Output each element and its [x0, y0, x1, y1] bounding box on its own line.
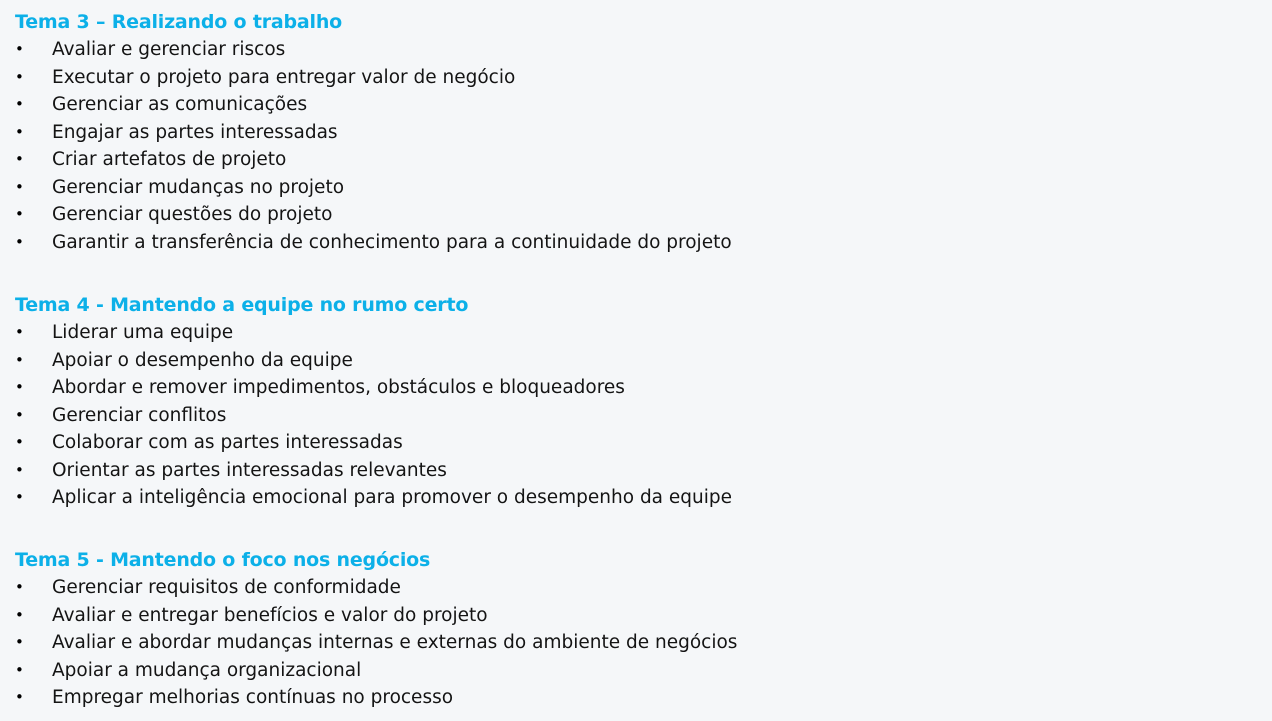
list-item: [15, 146, 1272, 174]
list-item-text: Engajar as partes interessadas: [52, 121, 338, 143]
list-item: [15, 229, 1272, 257]
list-item-text: Garantir a transferência de conhecimento para a continuidade do projeto: [52, 231, 732, 253]
bullet-icon: •: [15, 95, 24, 113]
bullet-icon: •: [15, 488, 24, 506]
list-item: [15, 91, 1272, 119]
list-item-text: Executar o projeto para entregar valor de negócio: [52, 66, 516, 88]
list-item-text: Apoiar a mudança organizacional: [52, 659, 362, 681]
list-item: [15, 174, 1272, 202]
list-item: [15, 429, 1272, 457]
list-item-text: Gerenciar as comunicações: [52, 94, 308, 115]
list-item: [15, 347, 1272, 375]
list-item-text: Gerenciar questões do projeto: [52, 204, 333, 225]
section-tema-5: [15, 546, 1272, 712]
list-item: [15, 64, 1272, 92]
list-item: [15, 684, 1272, 712]
bullet-icon: •: [15, 150, 24, 168]
list-item-text: Avaliar e abordar mudanças internas e externas do ambiente de negócios: [52, 632, 738, 653]
bullet-icon: •: [15, 67, 24, 86]
section-title: Tema 4 - Mantendo a equipe no rumo certo: [15, 294, 469, 316]
bullet-list: [15, 574, 1272, 712]
list-item-text: Avaliar e entregar benefícios e valor do projeto: [52, 604, 488, 626]
list-item-text: Gerenciar requisitos de conformidade: [52, 577, 401, 598]
section-tema-3: [15, 8, 1272, 256]
bullet-icon: •: [15, 460, 24, 479]
list-item: [15, 457, 1272, 485]
bullet-icon: •: [15, 40, 24, 58]
bullet-icon: •: [15, 232, 24, 251]
list-item-text: Liderar uma equipe: [52, 322, 234, 343]
list-item-text: Criar artefatos de projeto: [52, 149, 287, 170]
bullet-icon: •: [15, 350, 24, 369]
bullet-icon: •: [15, 433, 24, 451]
list-item: [15, 201, 1272, 229]
list-item: [15, 602, 1272, 630]
bullet-icon: •: [15, 660, 24, 679]
list-item: [15, 574, 1272, 602]
bullet-icon: •: [15, 578, 24, 596]
list-item-text: Apoiar o desempenho da equipe: [52, 349, 353, 371]
list-item: [15, 319, 1272, 347]
list-item-text: Orientar as partes interessadas relevantes: [52, 459, 447, 481]
bullet-icon: •: [15, 323, 24, 341]
bullet-icon: •: [15, 405, 24, 424]
list-item-text: Abordar e remover impedimentos, obstáculos e bloqueadores: [52, 377, 625, 398]
list-item-text: Empregar melhorias contínuas no processo: [52, 687, 454, 708]
section-tema-4: [15, 291, 1272, 512]
list-item: [15, 484, 1272, 512]
bullet-icon: •: [15, 177, 24, 196]
bullet-icon: •: [15, 378, 24, 396]
list-item: [15, 629, 1272, 657]
bullet-icon: •: [15, 633, 24, 651]
list-item: [15, 119, 1272, 147]
list-item: [15, 657, 1272, 685]
list-item: [15, 402, 1272, 430]
list-item: [15, 36, 1272, 64]
bullet-icon: •: [15, 205, 24, 223]
bullet-list: [15, 319, 1272, 512]
list-item-text: Gerenciar mudanças no projeto: [52, 176, 345, 198]
bullet-list: [15, 36, 1272, 256]
list-item-text: Avaliar e gerenciar riscos: [52, 39, 286, 60]
bullet-icon: •: [15, 605, 24, 624]
list-item-text: Aplicar a inteligência emocional para promover o desempenho da equipe: [52, 487, 733, 508]
list-item: [15, 374, 1272, 402]
list-item-text: Gerenciar conflitos: [52, 404, 227, 426]
list-item-text: Colaborar com as partes interessadas: [52, 432, 403, 453]
bullet-icon: •: [15, 688, 24, 706]
bullet-icon: •: [15, 122, 24, 141]
section-title: Tema 3 – Realizando o trabalho: [15, 11, 343, 33]
section-title: Tema 5 - Mantendo o foco nos negócios: [15, 549, 431, 571]
